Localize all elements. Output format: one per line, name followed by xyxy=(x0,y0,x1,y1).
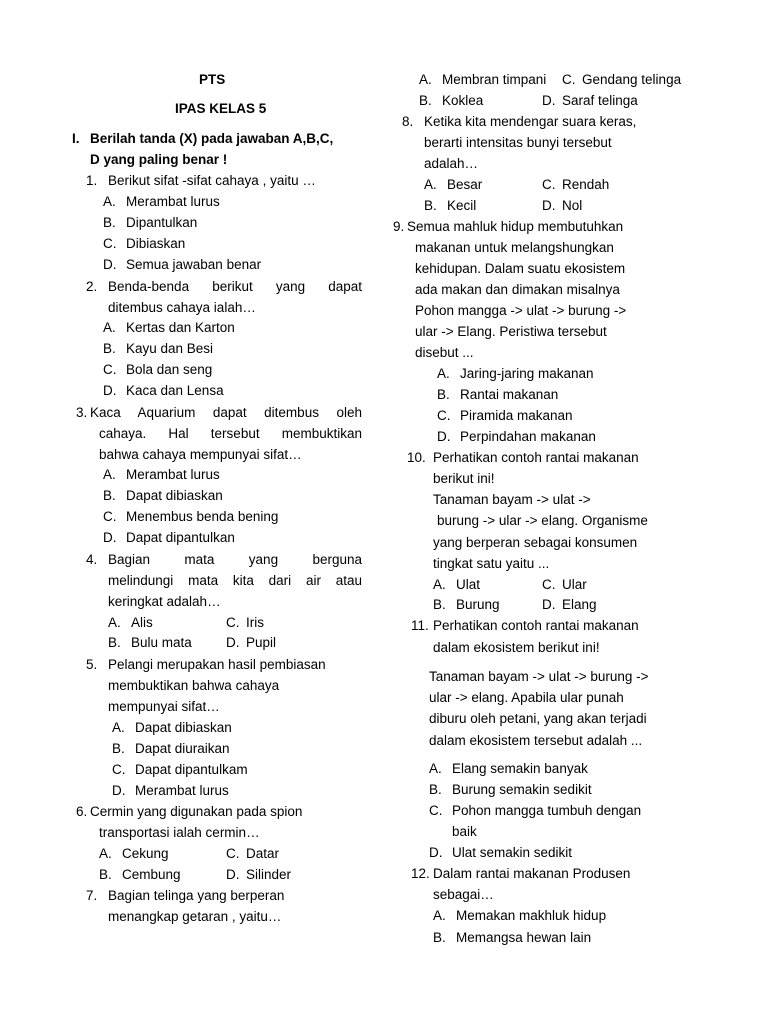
option-label: A. xyxy=(103,467,116,482)
option-text: Kayu dan Besi xyxy=(126,341,214,356)
option-label: C. xyxy=(429,803,443,818)
question-text: Kaca Aquarium dapat ditembus oleh xyxy=(90,405,362,420)
option-label: B. xyxy=(103,341,116,356)
option-text: Iris xyxy=(246,615,264,630)
option-label: D. xyxy=(542,597,556,612)
option-text: Burung xyxy=(456,597,500,612)
question-text: Ketika kita mendengar suara keras, xyxy=(424,114,637,129)
option-label: B. xyxy=(433,597,446,612)
option-label: B. xyxy=(429,782,442,797)
option-text: Dapat diuraikan xyxy=(135,741,230,756)
page-title: PTS xyxy=(199,72,226,87)
option-text: Nol xyxy=(562,198,583,213)
section-number: I. xyxy=(72,131,80,146)
option-label: A. xyxy=(108,615,121,630)
option-label: C. xyxy=(226,846,240,861)
option-text: Burung semakin sedikit xyxy=(452,782,592,797)
option-text: Bola dan seng xyxy=(126,362,213,377)
section-instruction-line1: Berilah tanda (X) pada jawaban A,B,C, xyxy=(90,131,334,146)
option-text: Memangsa hewan lain xyxy=(456,930,592,945)
option-text: Semua jawaban benar xyxy=(126,257,262,272)
question-text: Cermin yang digunakan pada spion xyxy=(90,804,303,819)
question-number: 1. xyxy=(86,173,98,188)
question-text: diburu oleh petani, yang akan terjadi xyxy=(429,711,647,726)
option-label: C. xyxy=(542,177,556,192)
question-number: 2. xyxy=(86,279,98,294)
option-label: D. xyxy=(226,635,240,650)
question-text: makanan untuk melangshungkan xyxy=(415,240,614,255)
question-text: tingkat satu yaitu ... xyxy=(433,556,550,571)
option-label: D. xyxy=(542,93,556,108)
option-text: Menembus benda bening xyxy=(126,509,279,524)
option-text: Dibiaskan xyxy=(126,236,186,251)
option-label: D. xyxy=(542,198,556,213)
option-text: Besar xyxy=(447,177,483,192)
option-text: Alis xyxy=(131,615,153,630)
option-label: A. xyxy=(424,177,437,192)
option-label: A. xyxy=(433,908,446,923)
question-text: Semua mahluk hidup membutuhkan xyxy=(407,219,624,234)
question-text: kehidupan. Dalam suatu ekosistem xyxy=(415,261,626,276)
question-text: Perhatikan contoh rantai makanan xyxy=(433,618,639,633)
option-text: Dipantulkan xyxy=(126,215,198,230)
option-label: C. xyxy=(226,615,240,630)
option-text: Datar xyxy=(246,846,280,861)
option-text: Dapat dibiaskan xyxy=(126,488,223,503)
question-text: Tanaman bayam -> ulat -> xyxy=(433,492,591,507)
option-text: Silinder xyxy=(246,867,292,882)
question-text: Tanaman bayam -> ulat -> burung -> xyxy=(429,669,649,684)
question-text: ular -> elang. Apabila ular punah xyxy=(429,690,624,705)
question-text: membuktikan bahwa cahaya xyxy=(108,678,280,693)
question-text: dalam ekosistem berikut ini! xyxy=(433,640,600,655)
question-text: ada makan dan dimakan misalnya xyxy=(415,282,620,297)
option-label: A. xyxy=(112,720,125,735)
option-label: D. xyxy=(103,530,117,545)
option-text: Perpindahan makanan xyxy=(460,429,596,444)
page-subtitle: IPAS KELAS 5 xyxy=(175,101,267,116)
question-number: 10. xyxy=(407,450,426,465)
option-label: A. xyxy=(433,577,446,592)
question-number: 6. xyxy=(76,804,88,819)
question-text: Benda-benda berikut yang dapat xyxy=(108,279,362,294)
question-number: 3. xyxy=(76,405,88,420)
option-text: Dapat dipantulkan xyxy=(126,530,235,545)
option-label: D. xyxy=(437,429,451,444)
question-text: cahaya. Hal tersebut membuktikan xyxy=(99,426,362,441)
option-text: Membran timpani xyxy=(442,72,547,87)
option-text: Elang semakin banyak xyxy=(452,761,588,776)
option-text: Merambat lurus xyxy=(126,467,220,482)
option-label: B. xyxy=(433,930,446,945)
option-label: C. xyxy=(437,408,451,423)
option-text: Gendang telinga xyxy=(582,72,682,87)
question-text: bahwa cahaya mempunyai sifat… xyxy=(99,447,302,462)
option-text: Ular xyxy=(562,577,587,592)
option-text: Ulat semakin sedikit xyxy=(452,845,573,860)
section-instruction-line2: D yang paling benar ! xyxy=(90,152,228,167)
option-text: Dapat dibiaskan xyxy=(135,720,232,735)
option-label: C. xyxy=(112,762,126,777)
option-text: Kecil xyxy=(447,198,477,213)
option-label: A. xyxy=(429,761,442,776)
option-label: B. xyxy=(424,198,437,213)
option-label: D. xyxy=(103,257,117,272)
option-text: baik xyxy=(452,824,477,839)
option-label: A. xyxy=(103,194,116,209)
option-label: B. xyxy=(437,387,450,402)
question-text: Bagian mata yang berguna xyxy=(108,552,362,567)
question-text: berikut ini! xyxy=(433,471,495,486)
option-text: Cekung xyxy=(122,846,169,861)
question-text: adalah… xyxy=(424,156,479,171)
option-text: Bulu mata xyxy=(131,635,192,650)
option-text: Saraf telinga xyxy=(562,93,638,108)
option-label: D. xyxy=(112,783,126,798)
question-text: berarti intensitas bunyi tersebut xyxy=(424,135,612,150)
option-label: A. xyxy=(99,846,112,861)
question-text: Pohon mangga -> ulat -> burung -> xyxy=(415,303,627,318)
option-text: Pohon mangga tumbuh dengan xyxy=(452,803,642,818)
option-label: B. xyxy=(103,488,116,503)
option-text: Piramida makanan xyxy=(460,408,573,423)
question-number: 12. xyxy=(411,866,430,881)
option-text: Memakan makhluk hidup xyxy=(456,908,607,923)
question-text: Berikut sifat -sifat cahaya , yaitu … xyxy=(108,173,316,188)
question-text: Pelangi merupakan hasil pembiasan xyxy=(108,657,326,672)
option-text: Ulat xyxy=(456,577,481,592)
question-text: sebagai… xyxy=(433,887,494,902)
question-text: melindungi mata kita dari air atau xyxy=(108,573,362,588)
question-text: yang berperan sebagai konsumen xyxy=(433,535,638,550)
option-text: Jaring-jaring makanan xyxy=(460,366,594,381)
option-text: Koklea xyxy=(442,93,484,108)
option-label: D. xyxy=(226,867,240,882)
option-label: C. xyxy=(103,362,117,377)
option-label: C. xyxy=(542,577,556,592)
question-text: mempunyai sifat… xyxy=(108,699,220,714)
question-number: 8. xyxy=(402,114,414,129)
option-label: C. xyxy=(103,236,117,251)
question-number: 11. xyxy=(411,618,429,633)
question-text: Dalam rantai makanan Produsen xyxy=(433,866,631,881)
option-label: A. xyxy=(437,366,450,381)
option-label: C. xyxy=(103,509,117,524)
question-number: 7. xyxy=(86,888,98,903)
option-text: Cembung xyxy=(122,867,181,882)
question-text: transportasi ialah cermin… xyxy=(99,825,260,840)
option-label: D. xyxy=(429,845,443,860)
option-label: B. xyxy=(112,741,125,756)
option-text: Merambat lurus xyxy=(126,194,220,209)
option-text: Dapat dipantulkam xyxy=(135,762,248,777)
option-text: Merambat lurus xyxy=(135,783,229,798)
option-label: D. xyxy=(103,383,117,398)
question-text: Bagian telinga yang berperan xyxy=(108,888,285,903)
question-number: 5. xyxy=(86,657,98,672)
option-text: Rantai makanan xyxy=(460,387,559,402)
option-label: B. xyxy=(108,635,121,650)
option-label: B. xyxy=(103,215,116,230)
question-text: keringkat adalah… xyxy=(108,594,221,609)
option-label: A. xyxy=(419,72,432,87)
question-text: dalam ekosistem tersebut adalah ... xyxy=(429,733,643,748)
option-text: Pupil xyxy=(246,635,277,650)
option-label: B. xyxy=(99,867,112,882)
option-text: Kaca dan Lensa xyxy=(126,383,224,398)
question-number: 9. xyxy=(393,219,405,234)
question-text: ular -> Elang. Peristiwa tersebut xyxy=(415,324,607,339)
option-text: Kertas dan Karton xyxy=(126,320,235,335)
option-text: Elang xyxy=(562,597,597,612)
question-text: ditembus cahaya ialah… xyxy=(108,300,256,315)
option-label: A. xyxy=(103,320,116,335)
question-text: burung -> ular -> elang. Organisme xyxy=(437,513,648,528)
question-text: menangkap getaran , yaitu… xyxy=(108,909,282,924)
question-text: Perhatikan contoh rantai makanan xyxy=(433,450,639,465)
option-text: Rendah xyxy=(562,177,610,192)
option-label: C. xyxy=(562,72,576,87)
question-number: 4. xyxy=(86,552,98,567)
option-label: B. xyxy=(419,93,432,108)
question-text: disebut ... xyxy=(415,345,474,360)
